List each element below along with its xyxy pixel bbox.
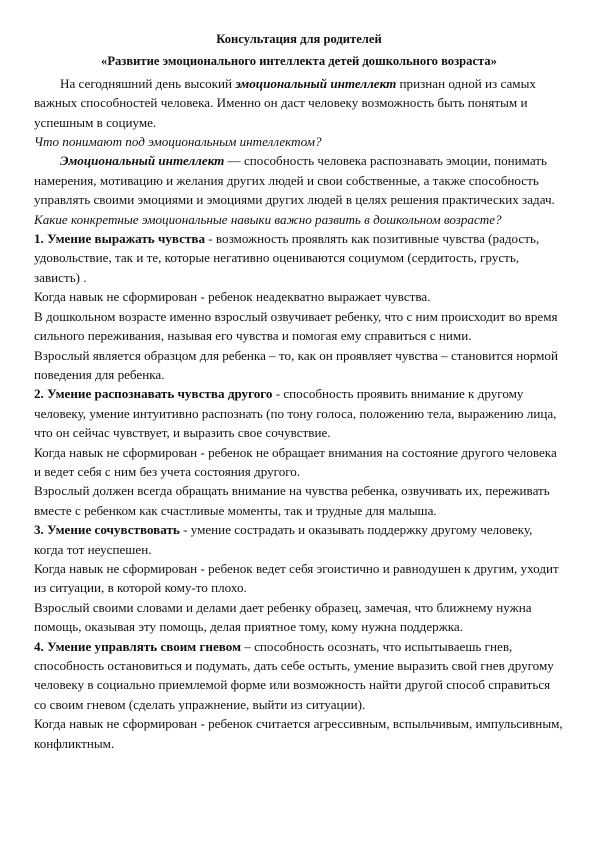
skill-3-desc: - умение сострадать и оказывать поддержку другому человеку, когда тот неуспешен. bbox=[34, 522, 533, 557]
document-subtitle: «Развитие эмоционального интеллекта детей дошкольного возраста» bbox=[101, 54, 497, 69]
skill-2-desc: - способность проявить внимание к другому человеку, умение интуитивно распознать (по тону голоса, положению тела, выражению лица, что он сейчас чувствует, и выразить свое сочувствие. bbox=[34, 386, 557, 441]
skill-3-note-2: Взрослый своими словами и делами дает ребенку образец, замечая, что ближнему нужна помощь, оказывая эту помощь, делая приятное тому, кому нужна поддержка. bbox=[34, 599, 532, 635]
skill-2-title: 2. Умение распознавать чувства другого bbox=[34, 386, 273, 402]
document-page bbox=[34, 30, 564, 753]
skill-4-paragraph bbox=[34, 637, 564, 715]
skill-3-paragraph bbox=[34, 520, 564, 559]
skill-1-note-3: Взрослый является образцом для ребенка – то, как он проявляет чувства – становится нормой поведения для ребенка. bbox=[34, 347, 558, 382]
skill-1-note-1: Когда навык не сформирован - ребенок неадекватно выражает чувства. bbox=[34, 289, 431, 305]
question-heading-1: Что понимают под эмоциональным интеллектом? bbox=[34, 134, 322, 150]
definition-text: — способность человека распознавать эмоции, понимать намерения, мотивацию и желания других людей и свои собственные, а также способность управлять своими эмоциями и эмоциями других людей в целях решения практических задач. bbox=[34, 153, 555, 208]
definition-paragraph bbox=[34, 151, 564, 209]
intro-text-start: На сегодняшний день высокий bbox=[60, 75, 236, 91]
skill-3-title: 3. Умение сочувствовать bbox=[34, 522, 180, 538]
intro-text-end: признан одной из самых важных способностей человека. Именно он даст человеку возможность быть понятым и успешным в социуме. bbox=[34, 75, 536, 130]
skill-1-note-2: В дошкольном возрасте именно взрослый озвучивает ребенку, что с ним происходит во время сильного переживания, называя его чувства и помогая ему справиться с ними. bbox=[34, 308, 558, 344]
skill-3-note-1: Когда навык не сформирован - ребенок ведет себя эгоистично и равнодушен к другим, уходит из ситуации, в которой кому-то плохо. bbox=[34, 560, 559, 596]
skill-1-title: 1. Умение выражать чувства bbox=[34, 231, 206, 247]
intro-paragraph bbox=[34, 74, 564, 132]
skill-2-note-2: Взрослый должен всегда обращать внимание на чувства ребенка, озвучивать их, переживать вместе с ребенком как счастливые моменты, так и трудные для малыша. bbox=[34, 483, 550, 518]
skill-4-desc: – способность осознать, что испытываешь гнев, способность остановиться и подумать, дать себе остыть, умение выразить свой гнев другому человеку в социально приемлемой форме или возможность найти другой способ справиться со своим гневом (сделать упражнение, выйти из ситуации). bbox=[34, 638, 554, 712]
skill-4-note-1: Когда навык не сформирован - ребенок считается агрессивным, вспыльчивым, импульсивным, конфликтным. bbox=[34, 716, 563, 751]
question-heading-2: Какие конкретные эмоциональные навыки важно развить в дошкольном возрасте? bbox=[34, 211, 502, 227]
intro-term: эмоциональный интеллект bbox=[235, 75, 397, 91]
skill-4-title: 4. Умение управлять своим гневом bbox=[34, 638, 241, 654]
definition-term: Эмоциональный интеллект bbox=[60, 153, 225, 169]
skill-2-paragraph bbox=[34, 384, 564, 442]
skill-1-desc: - возможность проявлять как позитивные чувства (радость, удовольствие, так и те, которые негативно оцениваются социумом (сердитость, грусть, зависть) . bbox=[34, 231, 540, 285]
skill-1-paragraph bbox=[34, 229, 564, 287]
document-title: Консультация для родителей bbox=[216, 32, 382, 46]
skill-2-note-1: Когда навык не сформирован - ребенок не обращает внимания на состояние другого человека и ведет себя с ним без учета состояния другого. bbox=[34, 444, 557, 479]
